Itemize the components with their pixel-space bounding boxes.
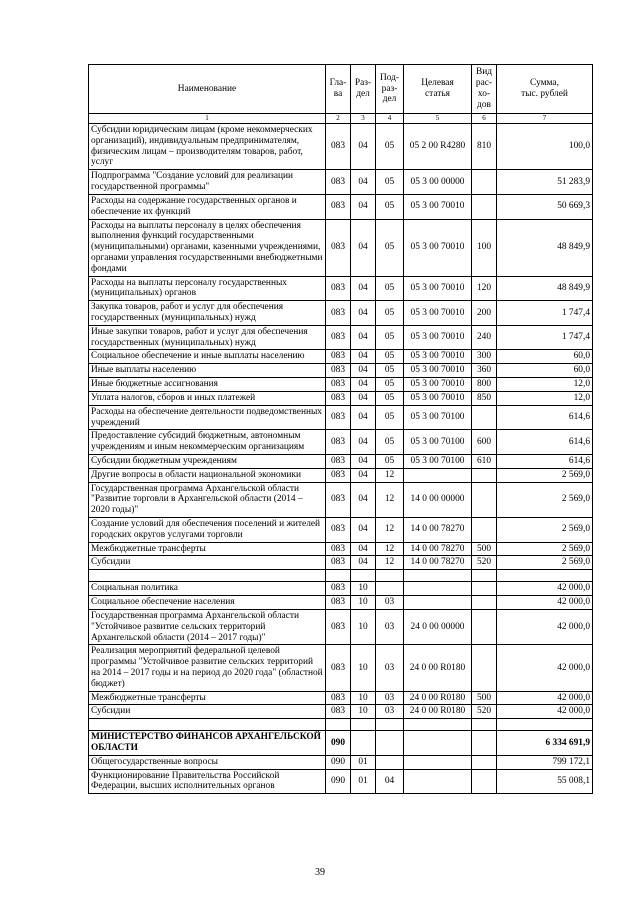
row-section: 04 bbox=[351, 468, 376, 482]
header-expense-type bbox=[472, 65, 497, 114]
header-subsection-text: Под- раз- дел bbox=[379, 72, 400, 105]
row-subsection: 05 bbox=[376, 301, 404, 326]
row-expense-type: 800 bbox=[472, 378, 497, 392]
row-section: 04 bbox=[351, 124, 376, 170]
row-sum: 6 334 691,9 bbox=[497, 731, 593, 756]
row-section: 04 bbox=[351, 542, 376, 556]
row-subsection: 12 bbox=[376, 556, 404, 570]
row-expense-type bbox=[472, 755, 497, 769]
header-subsection bbox=[376, 65, 404, 114]
row-target-article: 05 3 00 70010 bbox=[404, 325, 472, 350]
table-row bbox=[89, 556, 593, 570]
row-expense-type: 610 bbox=[472, 454, 497, 468]
table-row bbox=[89, 645, 593, 691]
row-name: Иные закупки товаров, работ и услуг для обеспечения государственных (муниципальных) нужд bbox=[89, 325, 326, 350]
page-number: 39 bbox=[315, 867, 325, 878]
header-sum-text: Сумма, тыс. рублей bbox=[521, 78, 568, 99]
row-subsection: 12 bbox=[376, 518, 404, 543]
row-chapter: 083 bbox=[326, 468, 351, 482]
row-expense-type: 120 bbox=[472, 276, 497, 301]
row-chapter: 083 bbox=[326, 691, 351, 705]
row-target-article: 05 2 00 R4280 bbox=[404, 124, 472, 170]
table-row bbox=[89, 378, 593, 392]
table-row bbox=[89, 731, 593, 756]
table-row bbox=[89, 582, 593, 596]
table-row bbox=[89, 194, 593, 219]
row-target-article: 05 3 00 70010 bbox=[404, 219, 472, 276]
table-row bbox=[89, 405, 593, 430]
row-expense-type bbox=[472, 170, 497, 195]
row-target-article: 24 0 00 00000 bbox=[404, 609, 472, 644]
row-expense-type: 600 bbox=[472, 430, 497, 455]
row-name: Функционирование Правительства Российской Федерации, высших исполнительных органов bbox=[89, 769, 326, 794]
row-expense-type: 360 bbox=[472, 364, 497, 378]
row-expense-type: 500 bbox=[472, 691, 497, 705]
spacer-cell bbox=[89, 570, 326, 582]
row-name: Субсидии bbox=[89, 705, 326, 719]
row-sum: 12,0 bbox=[497, 391, 593, 405]
row-sum: 50 669,3 bbox=[497, 194, 593, 219]
table-row bbox=[89, 124, 593, 170]
table-row bbox=[89, 219, 593, 276]
row-subsection: 05 bbox=[376, 276, 404, 301]
table-row bbox=[89, 170, 593, 195]
row-expense-type bbox=[472, 468, 497, 482]
row-expense-type: 240 bbox=[472, 325, 497, 350]
row-chapter: 083 bbox=[326, 596, 351, 610]
row-subsection bbox=[376, 582, 404, 596]
table-row bbox=[89, 596, 593, 610]
row-chapter: 083 bbox=[326, 454, 351, 468]
row-subsection: 05 bbox=[376, 219, 404, 276]
row-section: 04 bbox=[351, 430, 376, 455]
row-chapter: 083 bbox=[326, 705, 351, 719]
row-chapter: 090 bbox=[326, 769, 351, 794]
row-target-article bbox=[404, 731, 472, 756]
row-chapter: 083 bbox=[326, 350, 351, 364]
row-name: Социальное обеспечение и иные выплаты населению bbox=[89, 350, 326, 364]
row-subsection: 03 bbox=[376, 705, 404, 719]
row-sum: 42 000,0 bbox=[497, 582, 593, 596]
header-name: Наименование bbox=[89, 65, 326, 114]
header-target bbox=[404, 65, 472, 114]
row-subsection: 12 bbox=[376, 468, 404, 482]
row-section: 04 bbox=[351, 405, 376, 430]
row-subsection: 05 bbox=[376, 350, 404, 364]
row-chapter: 083 bbox=[326, 556, 351, 570]
row-target-article: 05 3 00 00000 bbox=[404, 170, 472, 195]
column-number: 3 bbox=[351, 114, 376, 124]
row-target-article: 05 3 00 70100 bbox=[404, 430, 472, 455]
row-name: Создание условий для обеспечения поселений и жителей городских округов услугами торговли bbox=[89, 518, 326, 543]
row-chapter: 083 bbox=[326, 582, 351, 596]
row-target-article: 05 3 00 70010 bbox=[404, 364, 472, 378]
table-row bbox=[89, 325, 593, 350]
row-subsection: 05 bbox=[376, 405, 404, 430]
row-subsection bbox=[376, 731, 404, 756]
row-expense-type bbox=[472, 596, 497, 610]
row-chapter: 083 bbox=[326, 518, 351, 543]
row-sum: 51 283,9 bbox=[497, 170, 593, 195]
row-chapter: 083 bbox=[326, 609, 351, 644]
row-expense-type: 100 bbox=[472, 219, 497, 276]
spacer-row bbox=[89, 719, 593, 731]
table-row bbox=[89, 468, 593, 482]
row-name: Субсидии юридическим лицам (кроме некоммерческих организаций), индивидуальным предпринимателям, физическим лицам – производителям товаров, работ, услуг bbox=[89, 124, 326, 170]
row-section: 04 bbox=[351, 391, 376, 405]
row-name: Межбюджетные трансферты bbox=[89, 691, 326, 705]
row-target-article: 05 3 00 70010 bbox=[404, 350, 472, 364]
row-sum: 42 000,0 bbox=[497, 705, 593, 719]
row-expense-type: 300 bbox=[472, 350, 497, 364]
row-sum: 614,6 bbox=[497, 430, 593, 455]
row-chapter: 083 bbox=[326, 325, 351, 350]
row-sum: 799 172,1 bbox=[497, 755, 593, 769]
row-name: Субсидии бюджетным учреждениям bbox=[89, 454, 326, 468]
row-expense-type: 520 bbox=[472, 705, 497, 719]
row-name: Закупка товаров, работ и услуг для обеспечения государственных (муниципальных) нужд bbox=[89, 301, 326, 326]
column-number: 7 bbox=[497, 114, 593, 124]
table-row bbox=[89, 391, 593, 405]
row-chapter: 083 bbox=[326, 378, 351, 392]
row-section: 01 bbox=[351, 755, 376, 769]
row-sum: 48 849,9 bbox=[497, 276, 593, 301]
row-name: Государственная программа Архангельской области "Развитие торговли в Архангельской области (2014 – 2020 годы)" bbox=[89, 482, 326, 517]
table-row bbox=[89, 430, 593, 455]
row-section: 04 bbox=[351, 482, 376, 517]
column-number: 4 bbox=[376, 114, 404, 124]
row-name: Социальное обеспечение населения bbox=[89, 596, 326, 610]
row-chapter: 083 bbox=[326, 542, 351, 556]
table-body bbox=[89, 124, 593, 794]
table-row bbox=[89, 276, 593, 301]
row-name: Реализация мероприятий федеральной целевой программы "Устойчивое развитие сельских территорий на 2014 – 2017 годы и на период до 2020 года" (областной бюджет) bbox=[89, 645, 326, 691]
table-row bbox=[89, 691, 593, 705]
row-sum: 55 008,1 bbox=[497, 769, 593, 794]
row-sum: 60,0 bbox=[497, 364, 593, 378]
row-section: 10 bbox=[351, 582, 376, 596]
row-expense-type: 850 bbox=[472, 391, 497, 405]
row-chapter: 083 bbox=[326, 276, 351, 301]
row-section: 01 bbox=[351, 769, 376, 794]
row-section: 04 bbox=[351, 556, 376, 570]
row-subsection: 03 bbox=[376, 645, 404, 691]
table-row bbox=[89, 769, 593, 794]
row-target-article: 05 3 00 70100 bbox=[404, 405, 472, 430]
row-section: 04 bbox=[351, 364, 376, 378]
header-row bbox=[89, 65, 593, 114]
row-sum: 1 747,4 bbox=[497, 301, 593, 326]
row-target-article: 05 3 00 70010 bbox=[404, 378, 472, 392]
budget-table bbox=[88, 64, 593, 794]
spacer-cell bbox=[404, 570, 472, 582]
header-expense-type-text: Вид рас- хо- дов bbox=[475, 67, 493, 110]
spacer-cell bbox=[351, 570, 376, 582]
row-section: 04 bbox=[351, 518, 376, 543]
row-sum: 100,0 bbox=[497, 124, 593, 170]
row-expense-type bbox=[472, 518, 497, 543]
row-chapter: 083 bbox=[326, 124, 351, 170]
header-section-text: Раз- дел bbox=[354, 78, 372, 99]
column-number: 6 bbox=[472, 114, 497, 124]
row-subsection: 05 bbox=[376, 430, 404, 455]
row-section: 04 bbox=[351, 378, 376, 392]
row-name: Подпрограмма "Создание условий для реализации государственной программы" bbox=[89, 170, 326, 195]
row-chapter: 083 bbox=[326, 430, 351, 455]
spacer-cell bbox=[472, 719, 497, 731]
row-target-article: 05 3 00 70010 bbox=[404, 391, 472, 405]
row-section: 10 bbox=[351, 645, 376, 691]
row-name: Другие вопросы в области национальной экономики bbox=[89, 468, 326, 482]
row-section: 10 bbox=[351, 691, 376, 705]
row-target-article: 14 0 00 78270 bbox=[404, 542, 472, 556]
row-name: Общегосударственные вопросы bbox=[89, 755, 326, 769]
header-sum bbox=[497, 65, 593, 114]
row-expense-type bbox=[472, 731, 497, 756]
column-number: 2 bbox=[326, 114, 351, 124]
row-subsection: 05 bbox=[376, 124, 404, 170]
spacer-cell bbox=[376, 719, 404, 731]
row-expense-type bbox=[472, 405, 497, 430]
row-section bbox=[351, 731, 376, 756]
row-subsection: 03 bbox=[376, 596, 404, 610]
row-target-article: 14 0 00 78270 bbox=[404, 556, 472, 570]
row-section: 04 bbox=[351, 276, 376, 301]
row-expense-type: 810 bbox=[472, 124, 497, 170]
row-name: Иные бюджетные ассигнования bbox=[89, 378, 326, 392]
column-number-row bbox=[89, 114, 593, 124]
row-sum: 42 000,0 bbox=[497, 645, 593, 691]
row-target-article bbox=[404, 769, 472, 794]
row-subsection: 05 bbox=[376, 378, 404, 392]
row-expense-type bbox=[472, 482, 497, 517]
table-row bbox=[89, 705, 593, 719]
table-row bbox=[89, 350, 593, 364]
row-name: Субсидии bbox=[89, 556, 326, 570]
row-section: 10 bbox=[351, 705, 376, 719]
row-sum: 1 747,4 bbox=[497, 325, 593, 350]
row-chapter: 090 bbox=[326, 731, 351, 756]
table-row bbox=[89, 542, 593, 556]
header-chapter-text: Гла- ва bbox=[329, 78, 347, 99]
row-subsection: 12 bbox=[376, 482, 404, 517]
row-subsection bbox=[376, 755, 404, 769]
spacer-cell bbox=[326, 719, 351, 731]
row-name: Расходы на содержание государственных органов и обеспечение их функций bbox=[89, 194, 326, 219]
column-number: 1 bbox=[89, 114, 326, 124]
row-target-article: 14 0 00 00000 bbox=[404, 482, 472, 517]
row-section: 04 bbox=[351, 454, 376, 468]
table-row bbox=[89, 301, 593, 326]
row-sum: 48 849,9 bbox=[497, 219, 593, 276]
row-chapter: 083 bbox=[326, 391, 351, 405]
row-expense-type bbox=[472, 645, 497, 691]
row-subsection: 03 bbox=[376, 609, 404, 644]
row-sum: 42 000,0 bbox=[497, 609, 593, 644]
row-chapter: 083 bbox=[326, 482, 351, 517]
row-section: 04 bbox=[351, 301, 376, 326]
row-expense-type: 500 bbox=[472, 542, 497, 556]
row-sum: 2 569,0 bbox=[497, 556, 593, 570]
header-target-text: Целевая статья bbox=[421, 78, 454, 99]
row-sum: 42 000,0 bbox=[497, 691, 593, 705]
table-row bbox=[89, 609, 593, 644]
column-number: 5 bbox=[404, 114, 472, 124]
row-name: Расходы на выплаты персоналу государственных (муниципальных) органов bbox=[89, 276, 326, 301]
row-target-article: 05 3 00 70010 bbox=[404, 276, 472, 301]
row-name: МИНИСТЕРСТВО ФИНАНСОВ АРХАНГЕЛЬСКОЙ ОБЛАСТИ bbox=[89, 731, 326, 756]
row-target-article: 24 0 00 R0180 bbox=[404, 705, 472, 719]
row-target-article bbox=[404, 468, 472, 482]
budget-table-container bbox=[88, 64, 592, 794]
spacer-cell bbox=[351, 719, 376, 731]
row-subsection: 05 bbox=[376, 454, 404, 468]
row-target-article: 05 3 00 70100 bbox=[404, 454, 472, 468]
row-target-article: 05 3 00 70010 bbox=[404, 194, 472, 219]
row-name: Иные выплаты населению bbox=[89, 364, 326, 378]
row-subsection: 03 bbox=[376, 691, 404, 705]
row-expense-type bbox=[472, 769, 497, 794]
spacer-cell bbox=[326, 570, 351, 582]
row-section: 04 bbox=[351, 350, 376, 364]
row-section: 04 bbox=[351, 194, 376, 219]
spacer-cell bbox=[472, 570, 497, 582]
row-subsection: 05 bbox=[376, 194, 404, 219]
spacer-cell bbox=[404, 719, 472, 731]
row-chapter: 083 bbox=[326, 364, 351, 378]
row-chapter: 090 bbox=[326, 755, 351, 769]
row-chapter: 083 bbox=[326, 405, 351, 430]
spacer-row bbox=[89, 570, 593, 582]
row-sum: 2 569,0 bbox=[497, 482, 593, 517]
row-sum: 614,6 bbox=[497, 454, 593, 468]
row-subsection: 05 bbox=[376, 325, 404, 350]
row-expense-type: 520 bbox=[472, 556, 497, 570]
row-chapter: 083 bbox=[326, 301, 351, 326]
row-sum: 614,6 bbox=[497, 405, 593, 430]
header-section bbox=[351, 65, 376, 114]
row-sum: 60,0 bbox=[497, 350, 593, 364]
table-row bbox=[89, 482, 593, 517]
table-row bbox=[89, 755, 593, 769]
row-chapter: 083 bbox=[326, 170, 351, 195]
spacer-cell bbox=[89, 719, 326, 731]
row-section: 10 bbox=[351, 609, 376, 644]
row-sum: 12,0 bbox=[497, 378, 593, 392]
row-subsection: 05 bbox=[376, 364, 404, 378]
row-subsection: 05 bbox=[376, 170, 404, 195]
row-name: Государственная программа Архангельской области "Устойчивое развитие сельских территорий Архангельской области (2014 – 2017 годы)" bbox=[89, 609, 326, 644]
table-row bbox=[89, 364, 593, 378]
row-subsection: 12 bbox=[376, 542, 404, 556]
row-expense-type bbox=[472, 609, 497, 644]
row-target-article: 05 3 00 70010 bbox=[404, 301, 472, 326]
spacer-cell bbox=[376, 570, 404, 582]
row-sum: 2 569,0 bbox=[497, 518, 593, 543]
row-expense-type bbox=[472, 194, 497, 219]
row-target-article: 24 0 00 R0180 bbox=[404, 645, 472, 691]
row-name: Расходы на обеспечение деятельности подведомственных учреждений bbox=[89, 405, 326, 430]
row-subsection: 04 bbox=[376, 769, 404, 794]
row-subsection: 05 bbox=[376, 391, 404, 405]
row-target-article bbox=[404, 596, 472, 610]
header-chapter bbox=[326, 65, 351, 114]
row-chapter: 083 bbox=[326, 645, 351, 691]
row-name: Межбюджетные трансферты bbox=[89, 542, 326, 556]
row-section: 04 bbox=[351, 219, 376, 276]
row-section: 10 bbox=[351, 596, 376, 610]
row-section: 04 bbox=[351, 170, 376, 195]
row-target-article bbox=[404, 582, 472, 596]
row-sum: 42 000,0 bbox=[497, 596, 593, 610]
row-target-article bbox=[404, 755, 472, 769]
row-sum: 2 569,0 bbox=[497, 468, 593, 482]
table-row bbox=[89, 454, 593, 468]
row-target-article: 14 0 00 78270 bbox=[404, 518, 472, 543]
row-name: Предоставление субсидий бюджетным, автономным учреждениям и иным некоммерческим организациям bbox=[89, 430, 326, 455]
table-row bbox=[89, 518, 593, 543]
row-section: 04 bbox=[351, 325, 376, 350]
spacer-cell bbox=[497, 570, 593, 582]
row-name: Социальная политика bbox=[89, 582, 326, 596]
row-sum: 2 569,0 bbox=[497, 542, 593, 556]
row-expense-type bbox=[472, 582, 497, 596]
row-expense-type: 200 bbox=[472, 301, 497, 326]
row-chapter: 083 bbox=[326, 194, 351, 219]
row-name: Уплата налогов, сборов и иных платежей bbox=[89, 391, 326, 405]
row-name: Расходы на выплаты персоналу в целях обеспечения выполнения функций государственными (муниципальными) органами, казенными учреждениями, органами управления государственными внебюджетными фондами bbox=[89, 219, 326, 276]
row-chapter: 083 bbox=[326, 219, 351, 276]
row-target-article: 24 0 00 R0180 bbox=[404, 691, 472, 705]
spacer-cell bbox=[497, 719, 593, 731]
